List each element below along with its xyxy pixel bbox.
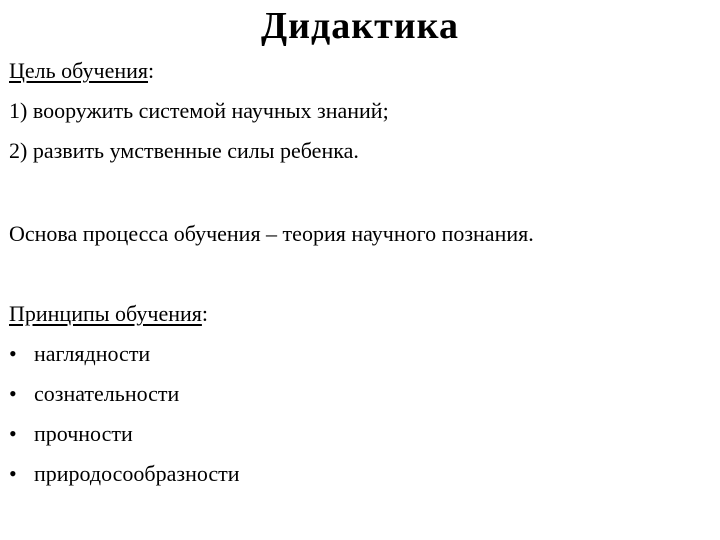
goal-heading: Цель обучения xyxy=(9,58,149,83)
goal-colon: : xyxy=(148,58,155,83)
bullet-icon: • xyxy=(9,421,17,446)
goal-item-2: 2) развить умственные силы ребенка. xyxy=(9,138,359,163)
bullet-icon: • xyxy=(9,341,17,366)
basis-statement: Основа процесса обучения – теория научного познания. xyxy=(9,221,534,246)
principle-label: сознательности xyxy=(34,381,180,406)
bullet-icon: • xyxy=(9,461,17,486)
principles-heading: Принципы обучения xyxy=(9,301,202,326)
goal-item-1: 1) вооружить системой научных знаний; xyxy=(9,98,389,123)
principles-heading-line xyxy=(9,300,208,328)
principle-item xyxy=(9,460,240,488)
goal-heading-line xyxy=(9,57,154,85)
principle-label: природосообразности xyxy=(34,461,240,486)
principle-item xyxy=(9,340,150,368)
principle-item xyxy=(9,420,133,448)
principle-label: прочности xyxy=(34,421,133,446)
slide-title: Дидактика xyxy=(260,5,460,47)
principle-item xyxy=(9,380,179,408)
principles-colon: : xyxy=(201,301,209,326)
bullet-icon: • xyxy=(9,381,17,406)
principle-label: наглядности xyxy=(34,341,151,366)
